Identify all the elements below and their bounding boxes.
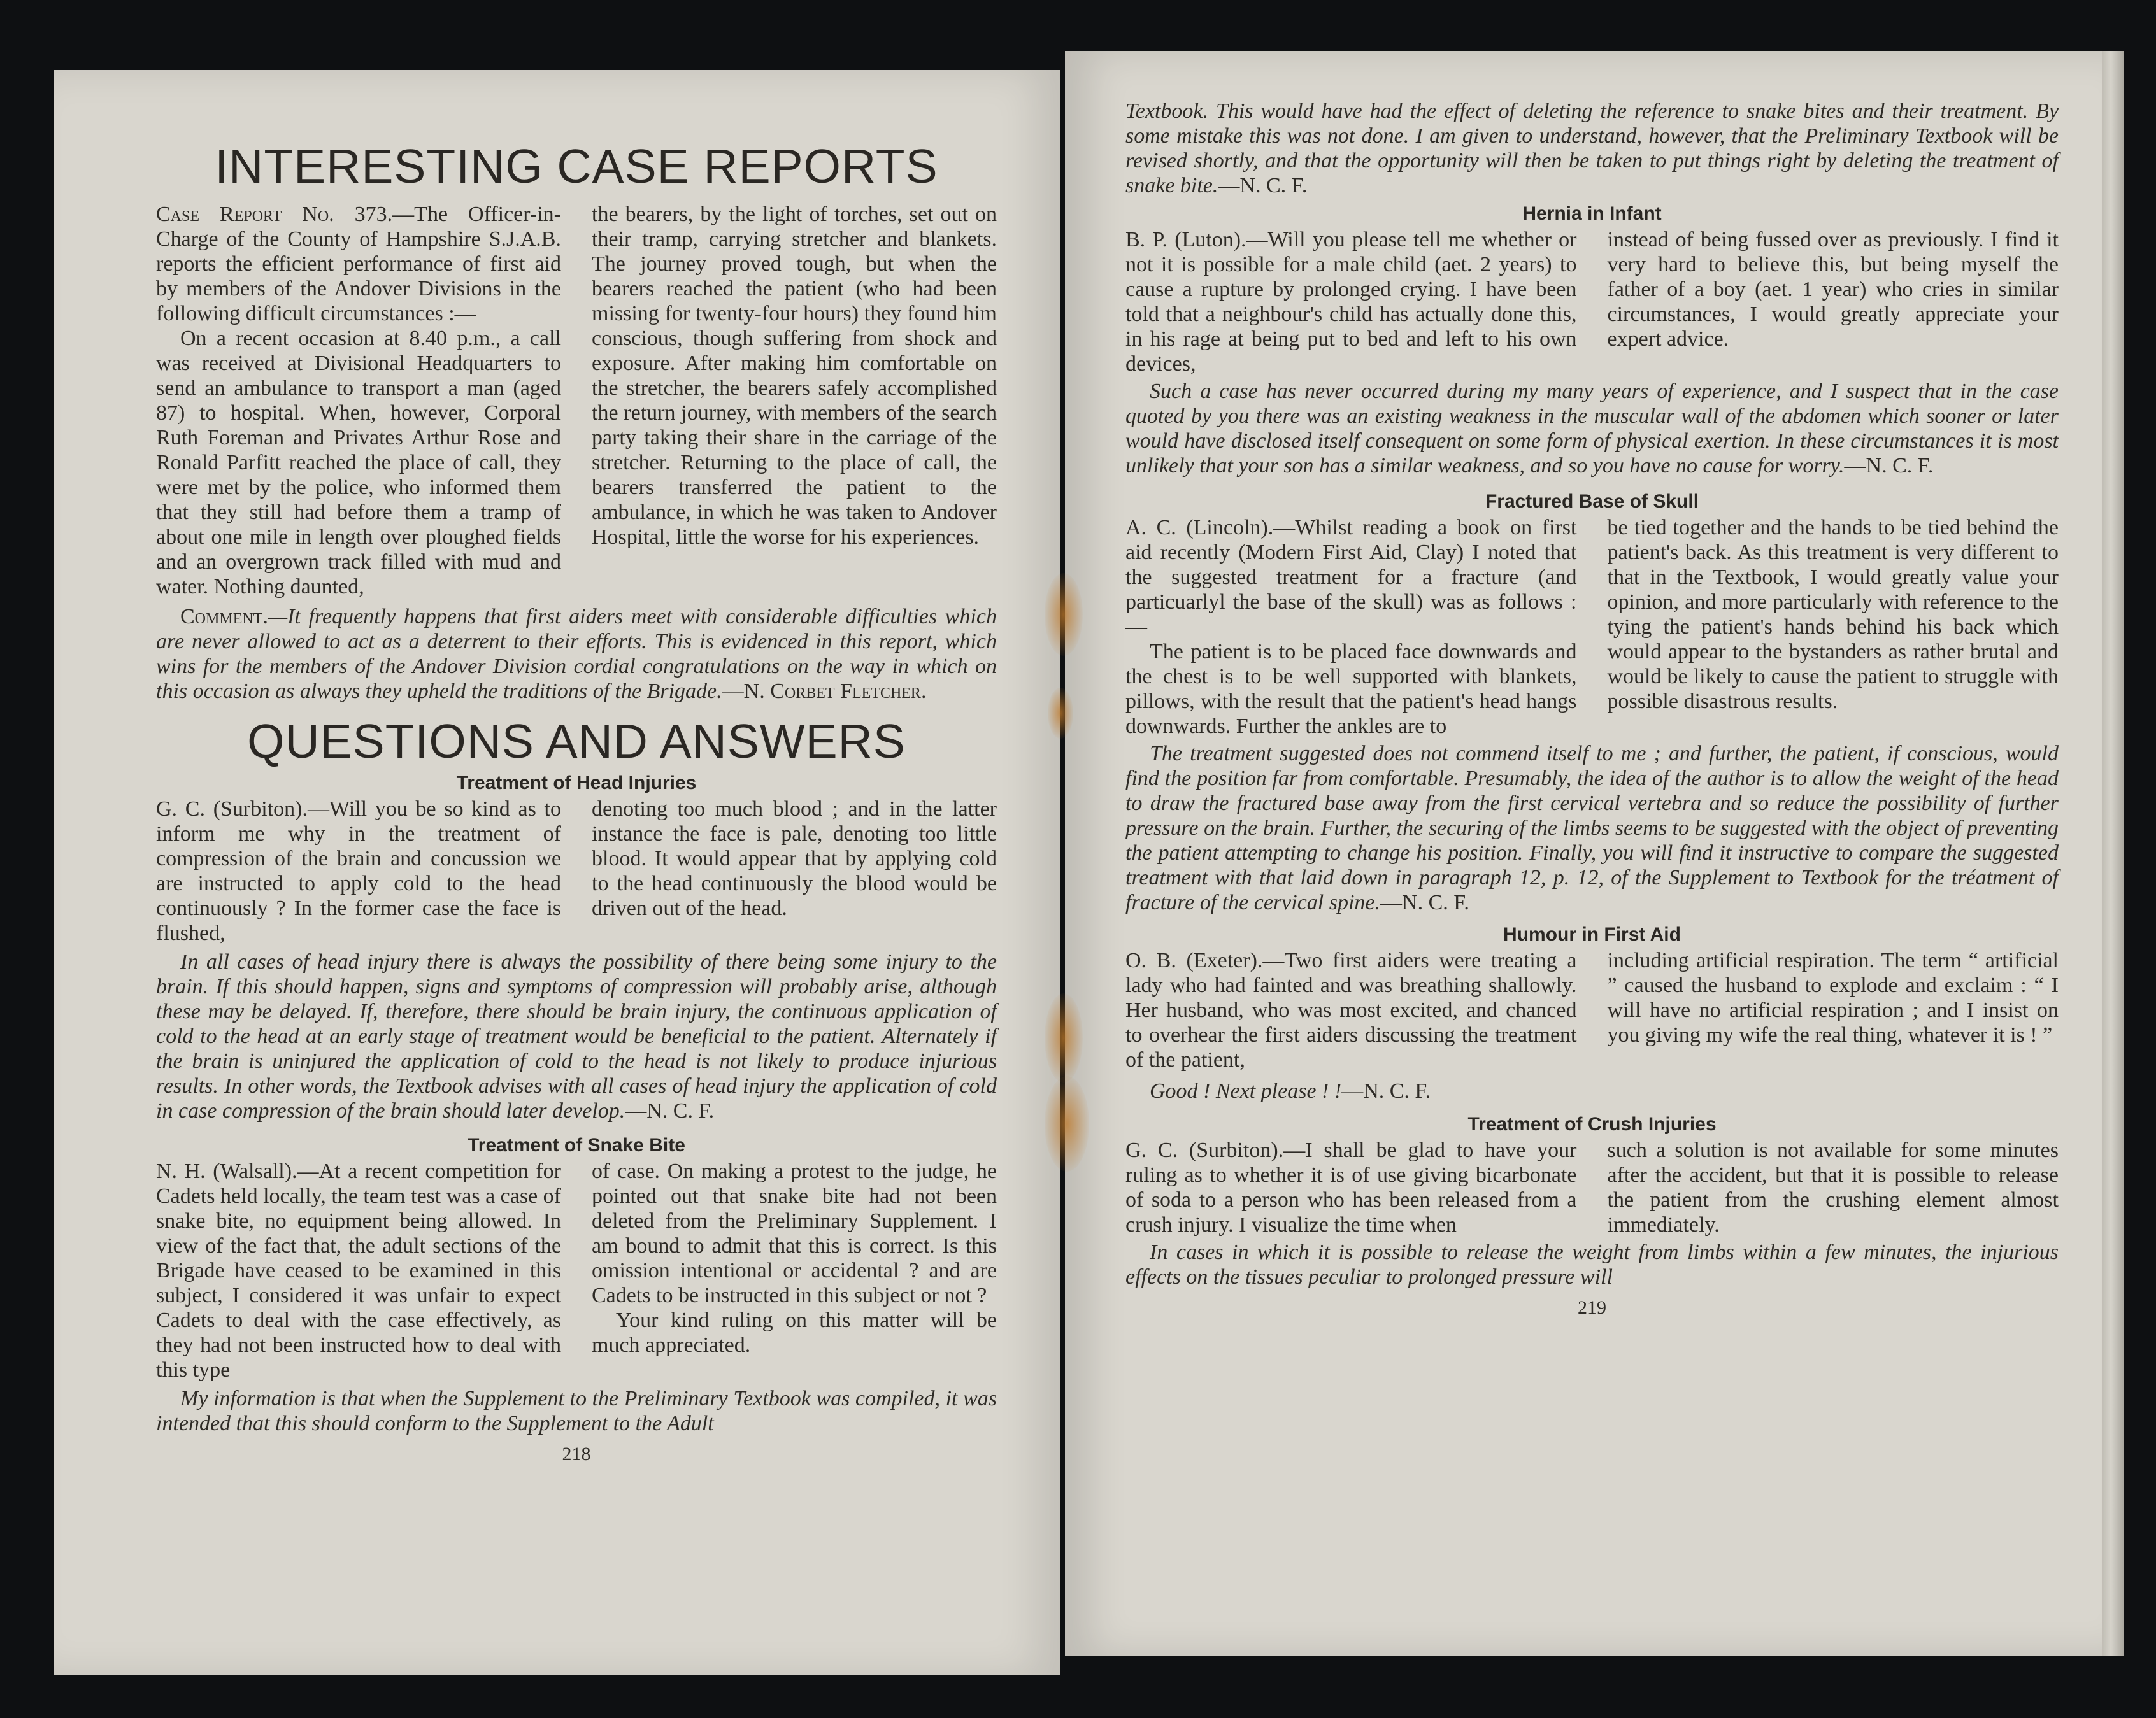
humour-answer-signature: —N. C. F.: [1341, 1079, 1431, 1103]
humour-question-col1: [1125, 948, 1577, 1072]
section-title-humour: Humour in First Aid: [1503, 924, 1681, 945]
section-title-fractured-skull: Fractured Base of Skull: [1485, 491, 1699, 512]
head-injuries-question-text-1: G. C. (Surbiton).—Will you be so kind as to inform me why in the treatment of compression of the brain and concussion we are instructed to apply cold to the head continuously ? In the former case the face is flushed,: [156, 797, 561, 945]
skull-question-text-3: be tied together and the hands to be tied behind the patient's back. As this treatment is very different to that in the Textbook, I would greatly value your opinion, and more particularly with reference to the tying the patient's hands behind his back which would appear to the bystanders as rather brutal and would be likely to cause the patient to struggle with possible disastrous results.: [1607, 516, 2059, 713]
crush-question-col2: [1608, 1138, 2059, 1237]
case-report-column-2: [592, 202, 997, 599]
section-title-hernia: Hernia in Infant: [1522, 203, 1662, 224]
skull-question-text-1: A. C. (Lincoln).—Whilst reading a book on first aid recently (Modern First Aid, Clay) I noted that the suggested treatment for a fracture (and particuarlyl the base of the skull) was as follows :—: [1125, 516, 1577, 639]
snake-bite-question-text-3: Your kind ruling on this matter will be much appreciated.: [592, 1309, 997, 1357]
snake-bite-answer-signature: —N. C. F.: [1218, 174, 1308, 197]
snake-bite-question-col2: [592, 1159, 997, 1382]
hernia-columns: [1125, 227, 2059, 376]
right-page: [1065, 51, 2110, 1656]
skull-answer: [1125, 741, 2059, 915]
section-title-snake-bite: Treatment of Snake Bite: [468, 1135, 685, 1156]
case-report-column-1: [156, 202, 561, 599]
section-title-head-injuries: Treatment of Head Injuries: [456, 772, 697, 793]
head-injuries-question-text-2: denoting too much blood ; and in the latter instance the face is pale, denoting too little blood. It would appear that by applying cold to the head continuously the blood would be driven out of the head.: [592, 797, 997, 920]
page-number-right: 219: [1578, 1297, 1606, 1318]
hernia-answer-signature: —N. C. F.: [1844, 454, 1934, 478]
comment-text: —It frequently happens that first aiders meet with considerable difficulties which are never allowed to act as a deterrent to their efforts. This is evidenced in this report, which wins for the members of the Andover Division cordial congratulations on the way in which on this occasion as always they upheld the traditions of the Brigade.: [156, 604, 997, 703]
humour-columns: [1125, 948, 2059, 1072]
hernia-question-col1: [1125, 227, 1577, 376]
snake-bite-question-text-2: of case. On making a protest to the judge, he pointed out that snake bite had not been deleted from the Preliminary Supplement. I am bound to admit that this is correct. Is this omission intentional or accidental ? and are Cadets to be instructed in this subject or not ?: [592, 1160, 997, 1307]
case-report-intro-text: —The Officer-in-Charge of the County of Hampshire S.J.A.B. reports the efficient performance of first aid by members of the Andover Divisions in the following difficult circumstances :—: [156, 202, 561, 325]
snake-bite-question-text-1: N. H. (Walsall).—At a recent competition for Cadets held locally, the team test was a case of snake bite, no equipment being allowed. In view of the fact that, the adult sections of the Brigade have ceased to be examined in this subject, I considered it was unfair to expect Cadets to deal with the case effectively, as they had not been instructed how to deal with this type: [156, 1160, 562, 1382]
head-injuries-columns: [156, 797, 997, 946]
snake-bite-answer-start: My information is that when the Supplement to the Preliminary Textbook was compiled, it was intended that this should conform to the Supplement to the Adult: [156, 1387, 997, 1435]
head-injuries-question-col1: [156, 797, 561, 946]
crush-columns: [1125, 1138, 2059, 1237]
head-injuries-answer: [156, 949, 997, 1123]
humour-question-text-1: O. B. (Exeter).—Two first aiders were treating a lady who had fainted and was breathing shallowly. Her husband, who was most excited, and chanced to overhear the first aiders discussing the treatment of the patient,: [1125, 949, 1577, 1072]
hernia-question-col2: [1608, 227, 2059, 376]
skull-question-col1: [1125, 515, 1577, 739]
head-injuries-question-col2: [592, 797, 997, 946]
case-report-columns: [156, 202, 997, 599]
skull-answer-text: The treatment suggested does not commend itself to me ; and further, the patient, if conscious, would find the position far from comfortable. Presumably, the idea of the author is to allow the weight of the head to draw the fractured base away from the first cervical vertebra and so reduce the possibility of further pressure on the brain. Further, the securing of the limbs seems to be suggested with the object of preventing the patient attempting to change his position. Finally, you will find it instructive to compare the suggested treatment with that laid down in paragraph 12, p. 12, of the Supplement to Textbook for the tréatment of fracture of the cervical spine.: [1125, 742, 2059, 914]
comment-label: Comment.: [180, 604, 268, 628]
comment-signature: —N. Corbet Fletcher.: [722, 679, 927, 703]
skull-question-col2: [1608, 515, 2059, 739]
hernia-question-text-2: instead of being fussed over as previously. I find it very hard to believe this, but being myself the father of a boy (aet. 1 year) who cries in similar circumstances, I would greatly appreciate your expert advice.: [1607, 228, 2059, 351]
page-number-left: 218: [562, 1444, 591, 1465]
rust-stain: [1045, 1076, 1089, 1172]
head-injuries-answer-signature: —N. C. F.: [625, 1099, 715, 1123]
crush-question-col1: [1125, 1138, 1577, 1237]
case-report-continuation: the bearers, by the light of torches, set out on their tramp, carrying stretcher and blankets. The journey proved tough, but when the bearers reached the patient (who had been missing for twenty-four hours) they found him conscious, though suffering from shock and exposure. After making him comfortable on the stretcher, the bearers safely accomplished the return journey, with members of the search party taking their share in the carriage of the stretcher. Returning to the place of call, the bearers transferred the patient to the ambulance, in which he was taken to Andover Hospital, little the worse for his experiences.: [592, 202, 997, 549]
case-report-label: Case Report No. 373.: [156, 202, 393, 226]
case-report-comment: [156, 604, 997, 704]
head-injuries-answer-text: In all cases of head injury there is always the possibility of there being some injury to the brain. If this should happen, signs and symptoms of compression will probably arise, although these may be delayed. If, therefore, there should be brain injury, the continuous application of cold to the head at an early stage of treatment would be beneficial to the patient. Alternately if the brain is uninjured the application of cold to the head is not likely to produce injurious results. In other words, the Textbook advises with all cases of head injury the application of cold in case compression of the brain should later develop.: [156, 950, 997, 1123]
rust-stain: [1048, 688, 1073, 739]
crush-answer-start: In cases in which it is possible to release the weight from limbs within a few minutes, the injurious effects on the tissues peculiar to prolonged pressure will: [1125, 1240, 2059, 1289]
rust-stain: [1045, 573, 1083, 656]
snake-bite-answer-continued: [1125, 99, 2059, 198]
section-title-crush-injuries: Treatment of Crush Injuries: [1467, 1114, 1717, 1135]
page-edge: [2102, 51, 2124, 1656]
skull-columns: [1125, 515, 2059, 739]
rust-stain: [1045, 993, 1083, 1083]
page-heading-case-reports: INTERESTING CASE REPORTS: [215, 139, 938, 193]
skull-question-text-2: The patient is to be placed face downwards and the chest is to be well supported with blankets, pillows, with the result that the patient's head hangs downwards. Further the ankles are to: [1125, 640, 1577, 738]
humour-question-col2: [1608, 948, 2059, 1072]
skull-answer-signature: —N. C. F.: [1380, 891, 1469, 914]
hernia-question-text-1: B. P. (Luton).—Will you please tell me whether or not it is possible for a male child (aet. 2 years) to cause a rupture by prolonged crying. I have been told that a neighbour's child has actually done this, in his rage at being put to bed and left to his own devices,: [1125, 228, 1577, 376]
snake-bite-question-col1: [156, 1159, 561, 1382]
case-report-narrative: On a recent occasion at 8.40 p.m., a call was received at Divisional Headquarters to send an ambulance to transport a man (aged 87) to hospital. When, however, Corporal Ruth Foreman and Privates Arthur Rose and Ronald Parfitt reached the place of call, they were met by the police, who informed them that they still had before them a tramp of about one mile in length over ploughed fields and an overgrown track filled with mud and water. Nothing daunted,: [156, 326, 561, 599]
crush-question-text-2: such a solution is not available for some minutes after the accident, but that it is possible to release the patient from the crushing element almost immediately.: [1607, 1139, 2059, 1237]
case-report-intro: [156, 202, 561, 326]
crush-question-text-1: G. C. (Surbiton).—I shall be glad to have your ruling as to whether it is of use giving bicarbonate of soda to a person who has been released from a crush injury. I visualize the time when: [1125, 1139, 1577, 1237]
hernia-answer: [1125, 379, 2059, 478]
humour-question-text-2: including artificial respiration. The term “ artificial ” caused the husband to explode and exclaim : “ I will have no artificial respiration ; and I insist on you giving my wife the real thing, whatever it is ! ”: [1607, 949, 2059, 1047]
humour-answer-text: Good ! Next please ! !: [1150, 1079, 1342, 1103]
snake-bite-columns: [156, 1159, 997, 1382]
hernia-answer-text: Such a case has never occurred during my many years of experience, and I suspect that in the case quoted by you there was an existing weakness in the muscular wall of the abdomen which sooner or later would have disclosed itself consequent on some form of physical exertion. In these circumstances it is most unlikely that your son has a similar weakness, and so you have no cause for worry.: [1125, 380, 2059, 478]
snake-bite-answer-continued-text: Textbook. This would have had the effect of deleting the reference to snake bites and their treatment. By some mistake this was not done. I am given to understand, however, that the Preliminary Textbook will be revised shortly, and that the opportunity will then be taken to put things right by deleting the treatment of snake bite.: [1125, 99, 2059, 197]
humour-answer: [1125, 1079, 2059, 1104]
left-page: [54, 70, 1060, 1675]
page-heading-questions-answers: QUESTIONS AND ANSWERS: [247, 714, 906, 768]
